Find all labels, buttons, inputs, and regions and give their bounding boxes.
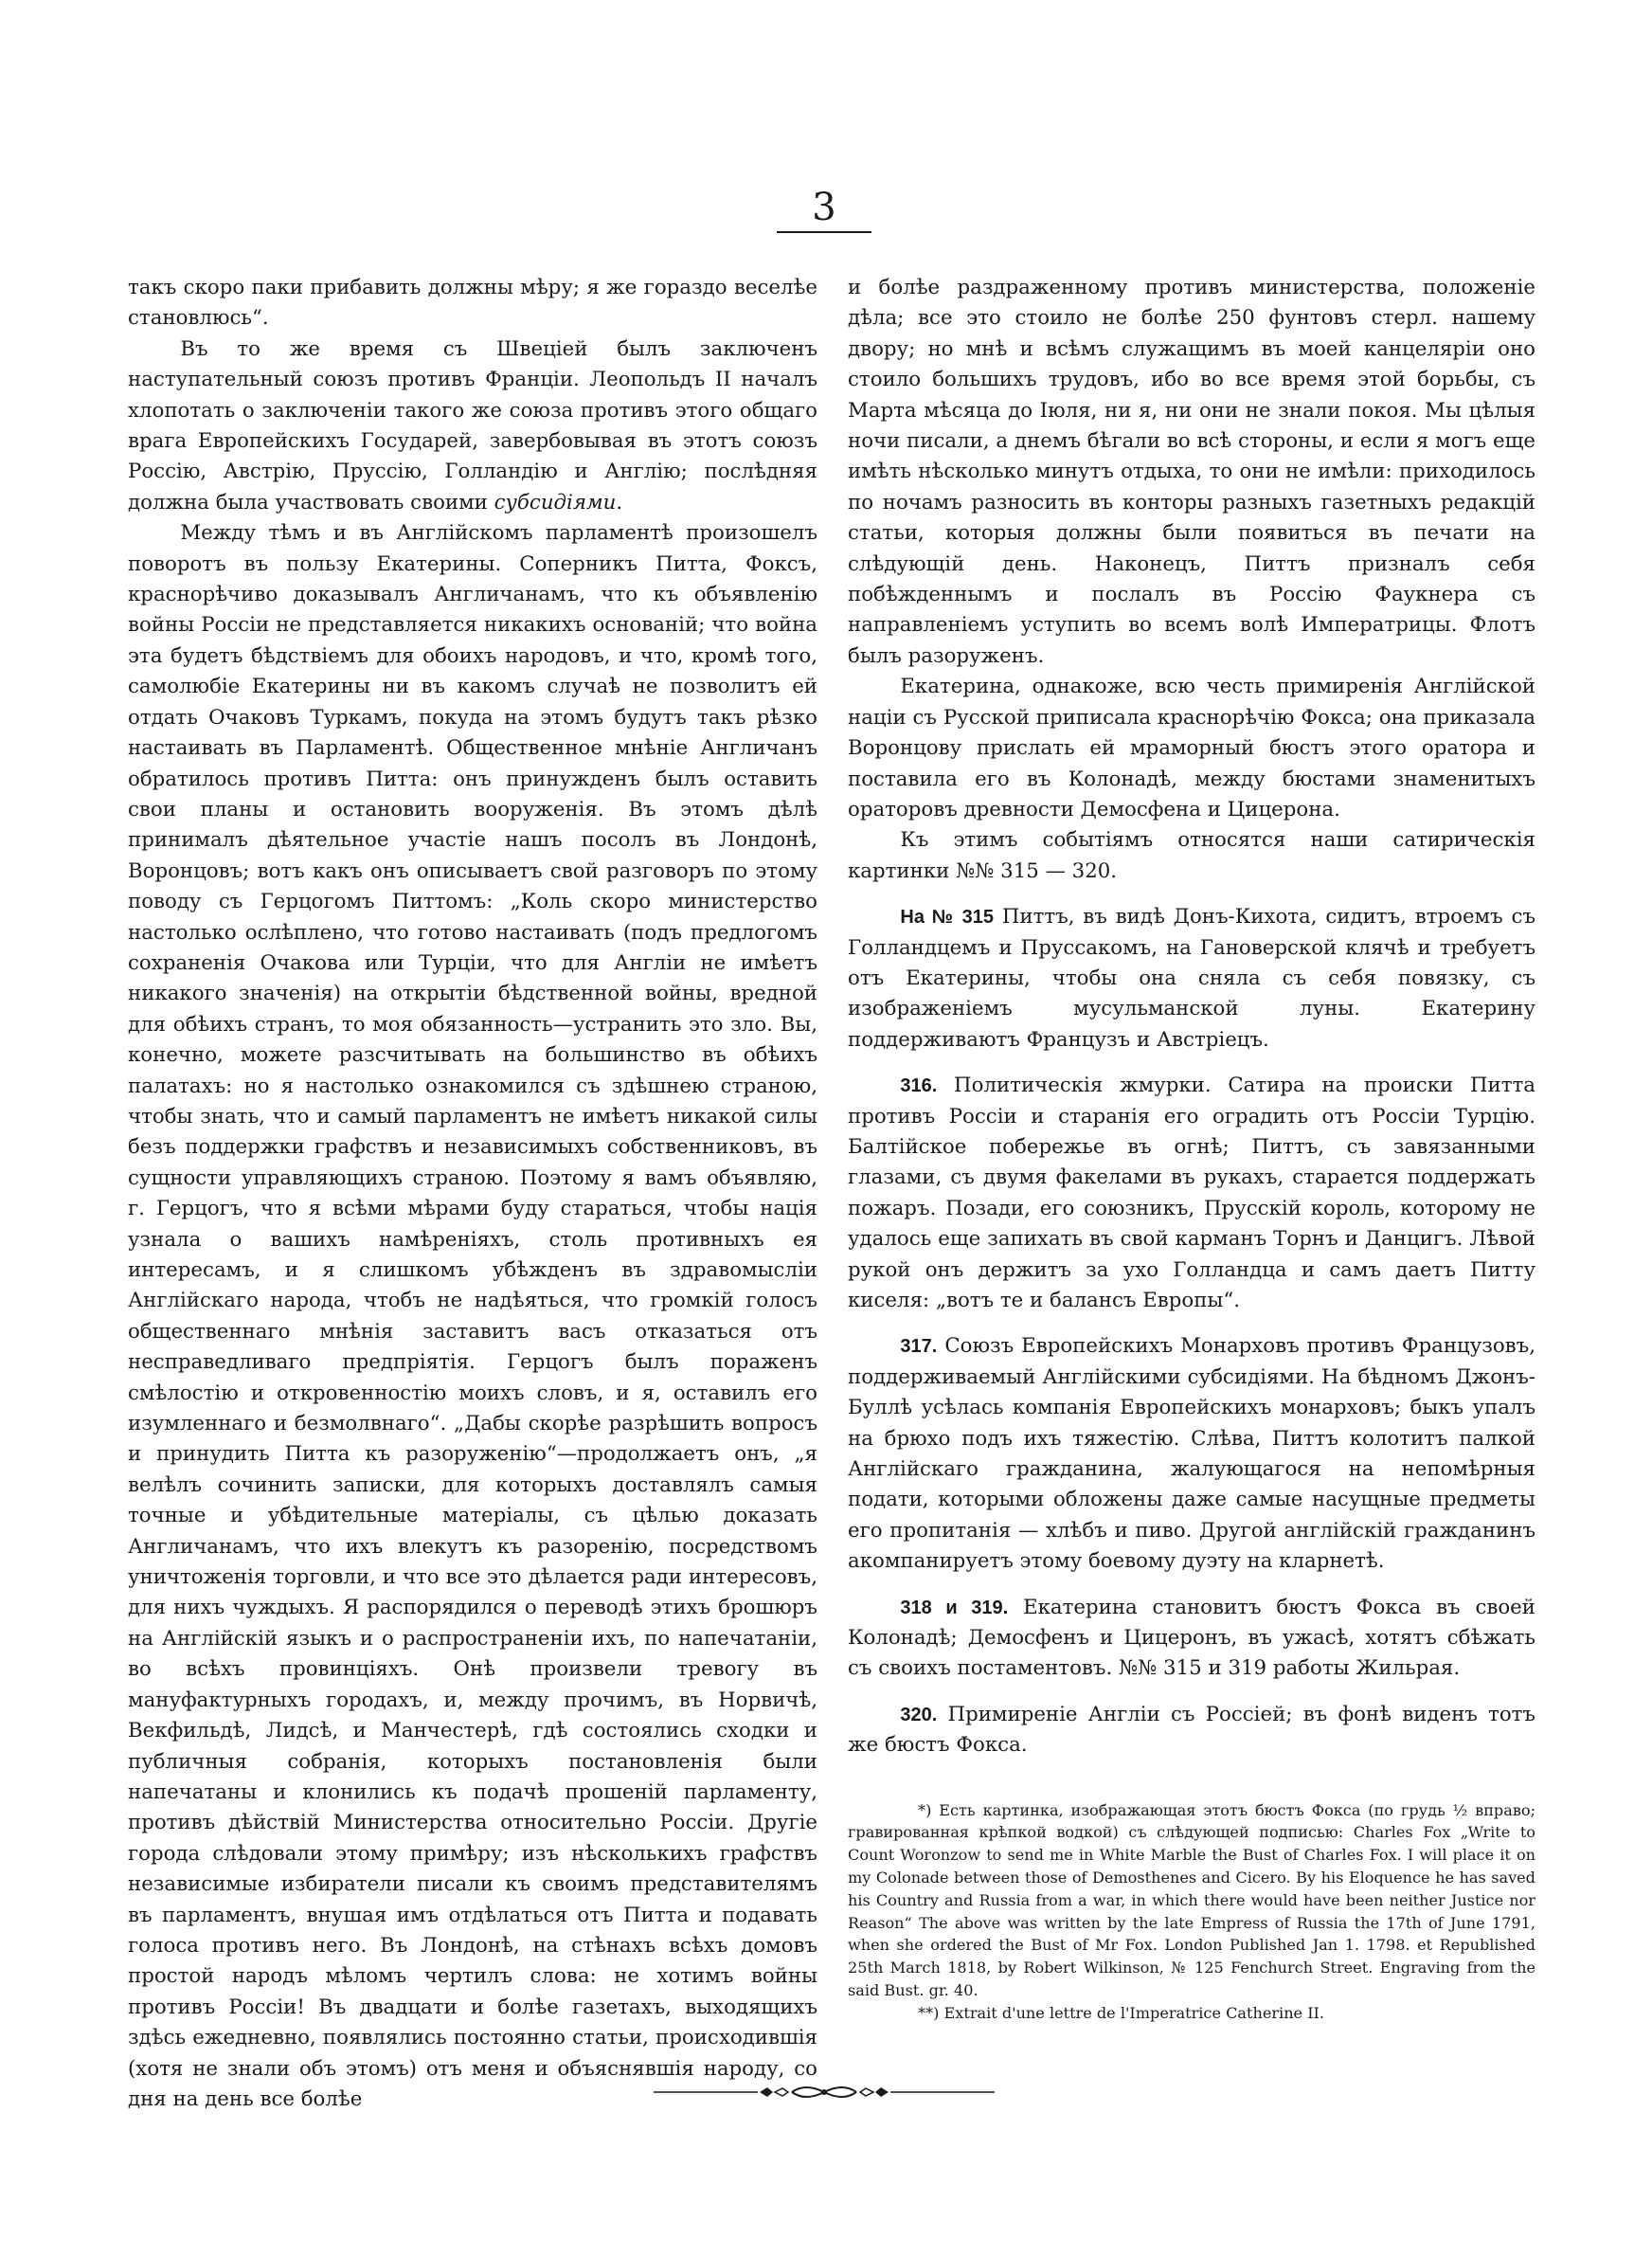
paragraph: и болѣе раздраженному противъ министерства, положеніе дѣла; все это стоило не болѣе 250 фунтовъ стерл. нашему двору; но мнѣ и всѣмъ служащимъ въ моей канцеляріи оно стоило большихъ трудовъ, ибо во все время этой борьбы, съ Марта мѣсяца до Іюля, ни я, ни они не знали покоя. Мы цѣлыя ночи писали, а днемъ бѣгали во всѣ стороны, и если я могъ еще имѣть нѣсколько минутъ отдыха, то они не имѣли: приходилось по ночамъ разносить въ конторы разныхъ газетныхъ редакцій статьи, которыя должны были появиться въ печати на слѣдующій день. Наконецъ, Питтъ призналъ себя побѣжденнымъ и послалъ въ Россію Фаукнера съ направленіемъ уступить во всемъ волѣ Императрицы. Флотъ былъ разоруженъ. (848, 276, 1535, 668)
picture-entry-320 (848, 1700, 1535, 1761)
paragraph: Между тѣмъ и въ Англійскомъ парламентѣ произошелъ поворотъ въ пользу Екатерины. Соперникъ Питта, Фоксъ, краснорѣчиво доказывалъ Англичанамъ, что къ объявленію войны Россіи не представляется никакихъ основаній; что война эта будетъ бѣдствіемъ для обоихъ народовъ, и что, кромѣ того, самолюбіе Екатерины ни въ какомъ случаѣ не позволитъ ей отдать Очаковъ Туркамъ, покуда на этомъ будутъ такъ рѣзко настаивать въ Парламентѣ. Общественное мнѣніе Англичанъ обратилось противъ Питта: онъ принужденъ былъ оставить свои планы и остановить вооруженія. Въ этомъ дѣлѣ принималъ дѣятельное участіе нашъ посолъ въ Лондонѣ, Воронцовъ; вотъ какъ онъ описываетъ свой разговоръ по этому поводу съ Герцогомъ Питтомъ: „Коль скоро министерство настолько ослѣплено, что готово настаивать (подъ предлогомъ сохраненія Очакова или Турціи, что для Англіи не имѣетъ никакого значенія) на открытіи бѣдственной войны, вредной для обѣихъ странъ, то моя обязанность—устранить это зло. Вы, конечно, можете разсчитывать на большинство въ обѣихъ палатахъ: но я настолько ознакомился съ здѣшнею страною, чтобы знать, что и самый парламентъ не имѣетъ никакой силы безъ поддержки графствъ и независимыхъ собственниковъ, въ сущности управляющихъ страною. Поэтому я вамъ объявляю, г. Герцогъ, что я всѣми мѣрами буду стараться, чтобы нація узнала о вашихъ намѣреніяхъ, столь противныхъ ея интересамъ, и я слишкомъ убѣжденъ въ здравомысліи Англійскаго народа, чтобъ не надѣяться, что громкій голосъ общественнаго мнѣнія заставитъ васъ отказаться отъ несправедливаго предпріятія. Герцогъ былъ пораженъ смѣлостію и откровенностію моихъ словъ, и я, оставилъ его изумленнаго и безмолвнаго“. „Дабы скорѣе разрѣшить вопросъ и принудить Питта къ разоруженію“—продолжаетъ онъ, „я велѣлъ сочинить записки, для которыхъ доставлялъ самыя точные и убѣдительные матеріалы, съ цѣлью доказать Англичанамъ, что ихъ влекутъ къ разоренію, посредствомъ уничтоженія торговли, и что все это дѣлается ради интересовъ, для нихъ чуждыхъ. Я распорядился о переводѣ этихъ брошюръ на Англійскій языкъ и о распространеніи ихъ, по напечатаніи, во всѣхъ провинціяхъ. Онѣ произвели тревогу въ мануфактурныхъ городахъ, и, между прочимъ, въ Норвичѣ, Векфильдѣ, Лидсѣ, и Манчестерѣ, гдѣ состоялись сходки и публичныя собранія, которыхъ постановленія были напечатаны и клонились къ подачѣ прошеній парламенту, противъ дѣйствій Министерства относительно Россіи. Другіе города слѣдовали этому примѣру; изъ нѣсколькихъ графствъ независимые избиратели писали къ своимъ представителямъ въ парламентъ, внушая имъ отдѣлаться отъ Питта и подавать голоса противъ него. Въ Лондонѣ, на стѣнахъ всѣхъ домовъ простой народъ мѣломъ чертилъ слова: не хотимъ войны противъ Россіи! Въ двадцати и болѣе газетахъ, выходящихъ здѣсь ежедневно, появлялись постоянно статьи, происходившія (хотя не знали объ этомъ) отъ меня и объяснявшія народу, со дня на день все болѣе (128, 521, 817, 2111)
entry-number: 316. (900, 1075, 938, 1097)
entry-text: Питтъ, въ видѣ Донъ-Кихота, сидитъ, втроемъ съ Голландцемъ и Пруссакомъ, на Гановерской клячѣ и требуетъ отъ Екатерины, чтобы она сняла съ себя повязку, съ изображеніемъ мусульманской луны. Екатерину поддерживаютъ Французъ и Австріецъ. (848, 905, 1535, 1052)
paragraph: такъ скоро паки прибавить должны мѣру; я же гораздо веселѣе становлюсь“. (128, 276, 817, 331)
ornament-divider-icon (654, 2083, 995, 2102)
entry-text: Примиреніе Англіи съ Россіей; въ фонѣ виденъ тотъ же бюстъ Фокса. (848, 1702, 1535, 1758)
picture-entry-317 (848, 1331, 1535, 1577)
entry-number: На № 315 (900, 907, 994, 929)
picture-entry-315 (848, 902, 1535, 1056)
footnotes (848, 1799, 1535, 2025)
paragraph: Екатерина, однакоже, всю честь примиренія Англійской націи съ Русской приписала краснорѣчію Фокса; она приказала Воронцову прислать ей мраморный бюстъ этого оратора и поставила его въ Колонадѣ, между бюстами знаменитыхъ ораторовъ древности Демосфена и Цицерона. (848, 675, 1535, 822)
footnote-2: **) Extrait d'une lettre de l'Imperatrice Catherine II. (918, 2003, 1325, 2022)
picture-entry-316 (848, 1071, 1535, 1316)
paragraph-end: . (616, 490, 623, 515)
left-column (128, 273, 817, 2115)
entry-text: Союзъ Европейскихъ Монарховъ противъ Французовъ, поддерживаемый Англійскими субсидіями. На бѣдномъ Джонъ-Буллѣ усѣлась компанія Европейскихъ монарховъ; быкъ упалъ на брюхо подъ ихъ тяжестію. Слѣва, Питтъ колотитъ палкой Англійскаго гражданина, жалующагося на непомѣрныя подати, которыми обложены даже самые насущные предметы его пропитанія — хлѣбъ и пиво. Другой англійскій гражданинъ акомпанируетъ этому боевому дуэту на кларнетѣ. (848, 1334, 1535, 1574)
entry-number: 320. (900, 1704, 938, 1725)
paragraph-text: Въ то же время съ Швеціей былъ заключенъ наступательный союзъ противъ Франціи. Леопольдъ II началъ хлопотать о заключеніи такого же союза противъ этого общаго врага Европейскихъ Государей, завербовывая въ этотъ союзъ Россію, Австрію, Пруссію, Голландію и Англію; послѣдняя должна была участвовать своими (128, 336, 817, 515)
entry-text: Политическія жмурки. Сатира на происки Питта противъ Россіи и старанія его оградить отъ Россіи Турцію. Балтійское побережье въ огнѣ; Питтъ, съ завязанными глазами, съ двумя факелами въ рукахъ, старается поддержать пожаръ. Позади, его союзникъ, Прусскій король, которому не удалось еще запихать въ свой карманъ Торнъ и Данцигъ. Лѣвой рукой онъ держитъ за ухо Голландца и самъ даетъ Питту киселя: „вотъ те и балансъ Европы“. (848, 1074, 1535, 1312)
entry-text: Екатерина становитъ бюстъ Фокса въ своей Колонадѣ; Демосфенъ и Цицеронъ, въ ужасѣ, хотятъ сбѣжать съ своихъ постаментовъ. №№ 315 и 319 работы Жильрая. (848, 1595, 1535, 1681)
paragraph (128, 334, 817, 518)
emphasis-text: субсидіями (494, 490, 617, 515)
page-number: 3 (777, 186, 871, 233)
entry-number: 317. (900, 1336, 938, 1358)
entry-number: 318 и 319. (900, 1597, 1009, 1618)
footnote-1: *) Есть картинка, изображающая этотъ бюстъ Фокса (по грудь ½ вправо; гравированная крѣпкой водкой) съ слѣдующей подписью: Charles Fox „Write to Count Woronzow to send me in White Marble the Bust of Charles Fox. I will place it on my Colonade between those of Demosthenes and Cicero. By his Eloquence he has saved his Country and Russia from a war, in which there would have been neither Justice nor Reason“ The above was written by the late Empress of Russia the 17th of June 1791, when she ordered the Bust of Mr Fox. London Published Jan 1. 1798. et Republished 25th March 1818, by Robert Wilkinson, № 125 Fenchurch Street. Engraving from the said Bust. gr. 40. (848, 1800, 1535, 2000)
paragraph: Къ этимъ событіямъ относятся наши сатирическія картинки №№ 315 — 320. (848, 828, 1535, 883)
picture-entry-318-319 (848, 1593, 1535, 1685)
right-column (848, 273, 1535, 2025)
